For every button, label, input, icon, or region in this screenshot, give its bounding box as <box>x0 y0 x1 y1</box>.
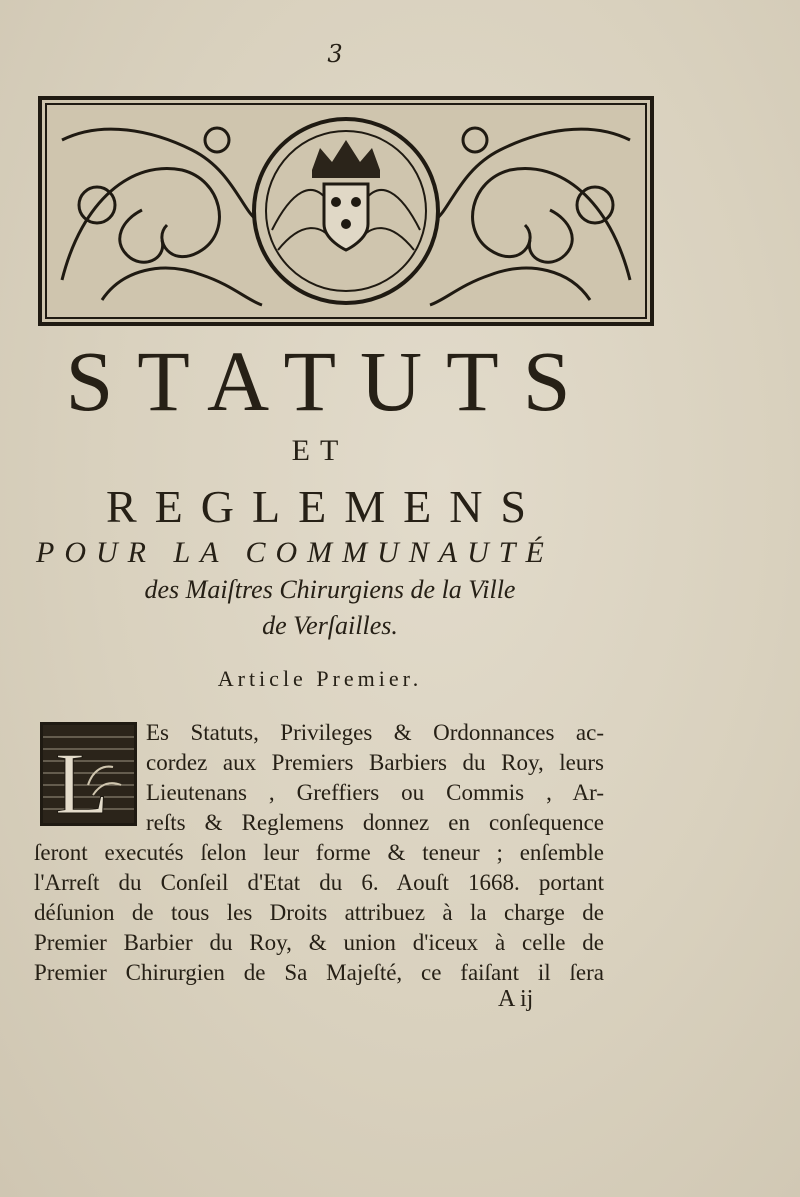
royal-headpiece-ornament <box>38 96 654 326</box>
article-body <box>34 718 604 988</box>
body-line: Premier Chirurgien de Sa Majeſté, ce faiſant il ſera <box>34 960 604 985</box>
main-title: STATUTS <box>65 333 595 429</box>
pour-line: POUR LA COMMUNAUTÉ <box>36 536 554 569</box>
body-line: cordez aux Premiers Barbiers du Roy, leurs <box>146 750 604 775</box>
body-line: Premier Barbier du Roy, & union d'iceux à celle de <box>34 930 604 955</box>
subtitle-line: de Verſailles. <box>262 611 398 640</box>
title-conjunction: ET <box>291 434 349 467</box>
body-line: Lieutenans , Greffiers ou Commis , Ar- <box>146 780 604 805</box>
body-line: déſunion de tous les Droits attribuez à la charge de <box>34 900 604 925</box>
body-line: Es Statuts, Privileges & Ordonnances ac- <box>146 720 604 745</box>
body-line: ſeront executés ſelon leur forme & teneur ; enſemble <box>34 840 604 865</box>
drop-cap-letter: L <box>55 736 109 823</box>
body-line: l'Arreſt du Conſeil d'Etat du 6. Aouſt 1668. portant <box>34 870 604 895</box>
crown-fleur-de-lis-icon <box>42 100 650 322</box>
subtitle-line: des Maiſtres Chirurgiens de la Ville <box>144 575 516 604</box>
article-heading: Article Premier. <box>217 666 423 691</box>
subtitle-main: REGLEMENS <box>106 481 544 532</box>
signature-mark: A ij <box>498 986 534 1012</box>
body-line: reſts & Reglemens donnez en conſequence <box>146 810 604 835</box>
page-number: 3 <box>327 40 343 68</box>
subtitle-block <box>0 572 660 644</box>
